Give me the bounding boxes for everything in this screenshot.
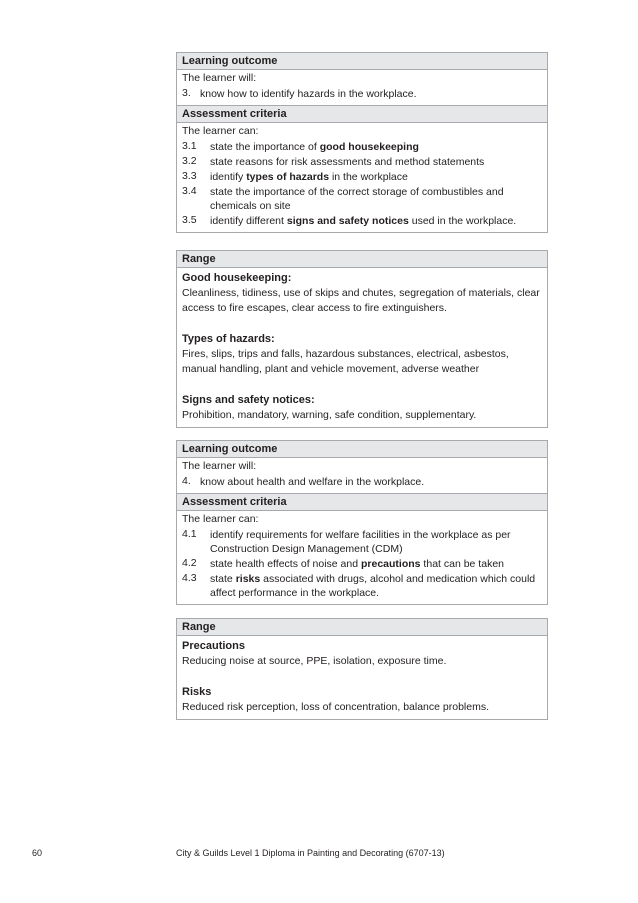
criterion-text: state the importance of the correct storage of combustibles and chemicals on site [210, 186, 504, 212]
outcome-text: know about health and welfare in the workplace. [200, 476, 425, 488]
range-subheading: Risks [182, 686, 212, 698]
criterion-item [182, 556, 542, 571]
range-3-table [176, 250, 548, 428]
learning-outcome-4-table [176, 440, 548, 605]
outcome-text: know how to identify hazards in the workplace. [200, 88, 417, 100]
learner-will-intro: The learner will: [182, 72, 257, 84]
range-text: Reducing noise at source, PPE, isolation, exposure time. [182, 655, 447, 667]
range-subheading: Precautions [182, 640, 245, 652]
outcome-number: 3. [182, 87, 191, 99]
criterion-item [182, 213, 542, 228]
range-subheading: Good housekeeping: [182, 272, 292, 284]
range-text: Cleanliness, tidiness, use of skips and chutes, segregation of materials, clear access to fire escapes, clear access to fire extinguishers. [182, 287, 540, 314]
criterion-number: 3.1 [182, 140, 197, 152]
learning-outcome-cell [177, 70, 547, 106]
footer-title: City & Guilds Level 1 Diploma in Painting and Decorating (6707-13) [176, 848, 445, 858]
assessment-criteria-cell [177, 123, 547, 232]
assessment-criteria-header: Assessment criteria [177, 106, 547, 123]
criterion-item [182, 184, 542, 213]
range-cell [177, 268, 547, 427]
assessment-criteria-header: Assessment criteria [177, 494, 547, 511]
criterion-text: state health effects of noise and precautions that can be taken [210, 558, 504, 570]
range-4-table [176, 618, 548, 720]
range-subheading: Types of hazards: [182, 333, 275, 345]
outcome-item [182, 86, 542, 101]
criterion-text: state risks associated with drugs, alcohol and medication which could affect performance in the workplace. [210, 573, 536, 599]
criterion-item [182, 571, 542, 600]
criterion-item [182, 154, 542, 169]
range-header: Range [177, 619, 547, 636]
learning-outcome-cell [177, 458, 547, 494]
criterion-number: 3.4 [182, 185, 197, 197]
range-header: Range [177, 251, 547, 268]
criterion-number: 3.3 [182, 170, 197, 182]
criterion-number: 3.2 [182, 155, 197, 167]
criterion-number: 3.5 [182, 214, 197, 226]
learner-can-intro: The learner can: [182, 125, 259, 137]
criterion-item [182, 527, 542, 556]
learner-will-intro: The learner will: [182, 460, 257, 472]
criterion-text: identify different signs and safety notices used in the workplace. [210, 215, 517, 227]
criterion-item [182, 139, 542, 154]
learning-outcome-3-table [176, 52, 548, 233]
learning-outcome-header: Learning outcome [177, 53, 547, 70]
page-number: 60 [32, 848, 43, 858]
outcome-number: 4. [182, 475, 191, 487]
criterion-text: state reasons for risk assessments and method statements [210, 156, 485, 168]
range-subheading: Signs and safety notices: [182, 394, 315, 406]
criterion-text: state the importance of good housekeeping [210, 141, 419, 153]
range-text: Reduced risk perception, loss of concentration, balance problems. [182, 701, 490, 713]
learner-can-intro: The learner can: [182, 513, 259, 525]
learning-outcome-header: Learning outcome [177, 441, 547, 458]
criterion-number: 4.2 [182, 557, 197, 569]
assessment-criteria-cell [177, 511, 547, 604]
range-text: Prohibition, mandatory, warning, safe condition, supplementary. [182, 409, 477, 421]
range-cell [177, 636, 547, 719]
range-text: Fires, slips, trips and falls, hazardous substances, electrical, asbestos, manual handling, plant and vehicle movement, adverse weather [182, 348, 509, 375]
criterion-item [182, 169, 542, 184]
criterion-text: identify types of hazards in the workplace [210, 171, 408, 183]
outcome-item [182, 474, 542, 489]
criterion-number: 4.3 [182, 572, 197, 584]
criterion-number: 4.1 [182, 528, 197, 540]
criterion-text: identify requirements for welfare facilities in the workplace as per Construction Design Management (CDM) [210, 529, 511, 555]
